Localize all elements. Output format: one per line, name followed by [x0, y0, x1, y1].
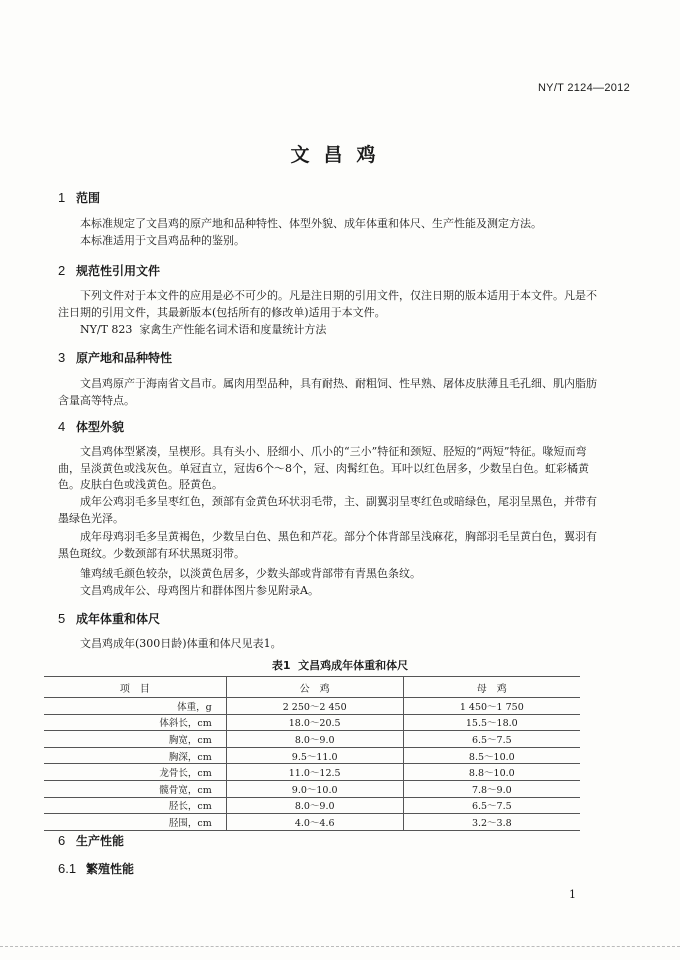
appearance-paragraph-5: 文昌鸡成年公、母鸡图片和群体图片参见附录A。 [80, 584, 319, 597]
table-cell: 6.5～7.5 [403, 797, 580, 814]
table-row [44, 780, 580, 797]
section-title: 生产性能 [76, 834, 125, 848]
table-cell: 髋骨宽，cm [44, 780, 226, 797]
section-title: 繁殖性能 [86, 862, 135, 876]
section-title: 成年体重和体尺 [76, 612, 161, 626]
section-number: 4 [58, 419, 66, 434]
table-cell: 2 250～2 450 [226, 698, 403, 715]
table-cell: 6.5～7.5 [403, 731, 580, 748]
table-row [44, 714, 580, 731]
table-number: 表1 [271, 659, 291, 672]
table-header-row [44, 677, 580, 698]
table-header-item: 项 目 [44, 677, 226, 698]
table-cell: 胫围，cm [44, 814, 226, 831]
table-cell: 3.2～3.8 [403, 814, 580, 831]
table-cell: 7.8～9.0 [403, 780, 580, 797]
table-cell: 9.5～11.0 [226, 747, 403, 764]
table-header-hen: 母 鸡 [403, 677, 580, 698]
section-title: 原产地和品种特性 [76, 351, 173, 365]
section-title: 范围 [76, 191, 101, 205]
origin-paragraph: 文昌鸡原产于海南省文昌市。属肉用型品种，具有耐热、耐粗饲、性早熟、屠体皮肤薄且毛孔细、肌内脂肪含量高等特点。 [58, 377, 597, 407]
section-number: 2 [58, 263, 66, 278]
page-edge-divider [0, 946, 680, 947]
table-cell: 15.5～18.0 [403, 714, 580, 731]
table-cell: 胸深，cm [44, 747, 226, 764]
table-cell: 胸宽，cm [44, 731, 226, 748]
table-row [44, 764, 580, 781]
section-number: 3 [58, 350, 66, 365]
table-cell: 8.5～10.0 [403, 747, 580, 764]
table-header-rooster: 公 鸡 [226, 677, 403, 698]
weight-size-paragraph: 文昌鸡成年(300日龄)体重和体尺见表1。 [80, 637, 282, 650]
table-cell: 9.0～10.0 [226, 780, 403, 797]
table-cell: 11.0～12.5 [226, 764, 403, 781]
table-row [44, 814, 580, 831]
table-cell: 4.0～4.6 [226, 814, 403, 831]
table-cell: 18.0～20.5 [226, 714, 403, 731]
table-row [44, 747, 580, 764]
weight-size-table [44, 676, 580, 831]
section-title: 规范性引用文件 [76, 264, 161, 278]
table-cell: 8.0～9.0 [226, 731, 403, 748]
appearance-paragraph-4: 雏鸡绒毛颜色较杂，以淡黄色居多，少数头部或背部带有青黑色条纹。 [80, 567, 421, 580]
appearance-paragraph-3: 成年母鸡羽毛多呈黄褐色，少数呈白色、黑色和芦花。部分个体背部呈浅麻花，胸部羽毛呈黄白色，翼羽有黑色斑纹。少数颈部有环状黑斑羽带。 [58, 530, 597, 560]
appearance-paragraph-2: 成年公鸡羽毛多呈枣红色，颈部有金黄色环状羽毛带，主、副翼羽呈枣红色或暗绿色，尾羽呈黑色，并带有墨绿色光泽。 [58, 495, 597, 525]
section-4-heading [58, 418, 124, 435]
table-cell: 8.0～9.0 [226, 797, 403, 814]
table-row [44, 797, 580, 814]
reference-title: 家禽生产性能名词术语和度量统计方法 [139, 323, 327, 336]
table-cell: 1 450～1 750 [403, 698, 580, 715]
reference-entry [80, 322, 600, 339]
section-number: 5 [58, 611, 66, 626]
section-1-heading [58, 189, 100, 206]
table-cell: 龙骨长，cm [44, 764, 226, 781]
document-title: 文昌鸡 [290, 144, 390, 166]
section-number: 6 [58, 833, 66, 848]
table-cell: 体重，g [44, 698, 226, 715]
table-row [44, 731, 580, 748]
section-2-heading [58, 262, 160, 279]
standard-number: NY/T 2124—2012 [537, 82, 630, 94]
page-number: 1 [569, 888, 576, 901]
table-cell: 体斜长，cm [44, 714, 226, 731]
section-title: 体型外貌 [76, 420, 125, 434]
table-row [44, 698, 580, 715]
table-cell: 8.8～10.0 [403, 764, 580, 781]
appearance-paragraph-1: 文昌鸡体型紧凑，呈楔形。具有头小、胫细小、爪小的“三小”特征和颈短、胫短的“两短”特征。喙短而弯曲，呈淡黄色或浅灰色。单冠直立，冠齿6个～8个，冠、肉髯红色。耳叶以红色居多，少数呈白色。虹彩橘黄色。皮肤白色或浅黄色。胫黄色。 [58, 445, 589, 491]
scope-paragraph-1: 本标准规定了文昌鸡的原产地和品种特性、体型外貌、成年体重和体尺、生产性能及测定方法。 [80, 217, 542, 230]
normative-references-paragraph: 下列文件对于本文件的应用是必不可少的。凡是注日期的引用文件，仅注日期的版本适用于本文件。凡是不注日期的引用文件，其最新版本(包括所有的修改单)适用于本文件。 [58, 289, 597, 319]
table-caption [0, 657, 680, 673]
section-6-1-heading [58, 860, 134, 877]
section-5-heading [58, 610, 160, 627]
section-number: 6.1 [58, 861, 77, 876]
section-6-heading [58, 832, 124, 849]
table-cell: 胫长，cm [44, 797, 226, 814]
section-number: 1 [58, 190, 66, 205]
reference-code: NY/T 823 [80, 323, 133, 336]
scope-paragraph-2: 本标准适用于文昌鸡品种的鉴别。 [80, 234, 245, 247]
section-3-heading [58, 349, 172, 366]
table-title: 文昌鸡成年体重和体尺 [298, 659, 409, 672]
